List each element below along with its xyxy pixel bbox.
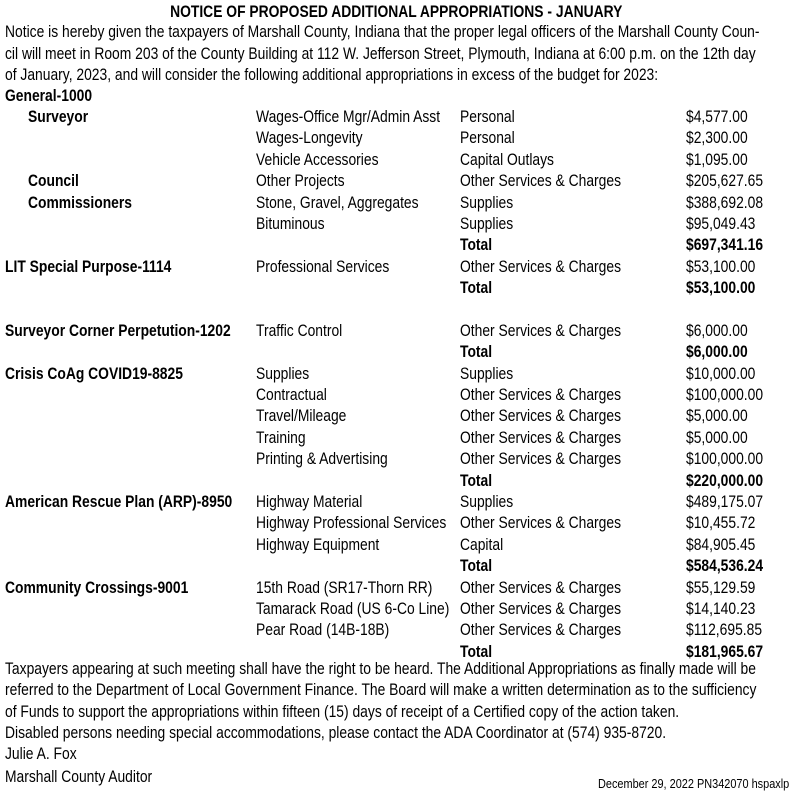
amount: $53,100.00 xyxy=(686,257,756,276)
classification: Other Services & Charges xyxy=(460,172,622,191)
table-row xyxy=(0,449,792,470)
amount: $10,000.00 xyxy=(686,364,756,383)
amount: $220,000.00 xyxy=(686,471,764,490)
table-row xyxy=(0,321,792,342)
notice-title: NOTICE OF PROPOSED ADDITIONAL APPROPRIATIONS - JANUARY xyxy=(169,3,623,21)
amount: $84,905.45 xyxy=(686,535,756,554)
classification: Total xyxy=(460,279,493,298)
total-row xyxy=(0,342,792,363)
fund-name: Community Crossings-9001 xyxy=(5,578,189,597)
fund-name: LIT Special Purpose-1114 xyxy=(5,257,172,276)
table-row xyxy=(0,257,792,278)
table-row xyxy=(0,150,792,171)
fund-name: Commissioners xyxy=(28,193,132,212)
amount: $181,965.67 xyxy=(686,642,764,661)
line-item: Traffic Control xyxy=(256,321,343,340)
classification: Total xyxy=(460,642,493,661)
table-row xyxy=(0,193,792,214)
classification: Personal xyxy=(460,108,515,126)
table-row xyxy=(0,214,792,235)
line-item: Tamarack Road (US 6-Co Line) xyxy=(256,599,450,618)
intro-line: cil will meet in Room 203 of the County Building at 112 W. Jefferson Street, Plymouth, Indiana at 6:00 p.m. on the 12th day xyxy=(5,44,756,63)
table-row xyxy=(0,107,792,128)
classification: Total xyxy=(460,343,493,362)
line-item: Contractual xyxy=(256,386,327,405)
amount: $388,692.08 xyxy=(686,193,764,212)
amount: $697,341.16 xyxy=(686,236,764,255)
intro-line: of January, 2023, and will consider the following additional appropriations in excess of the budget for 2023: xyxy=(5,66,659,84)
amount: $112,695.85 xyxy=(686,621,763,640)
line-item: Vehicle Accessories xyxy=(256,150,379,169)
table-row xyxy=(0,406,792,427)
classification: Other Services & Charges xyxy=(460,257,622,276)
line-item: Other Projects xyxy=(256,172,345,191)
classification: Total xyxy=(460,471,493,490)
spacer-row xyxy=(0,300,792,321)
table-row xyxy=(0,171,792,192)
publication-footer: December 29, 2022 PN342070 hspaxlp xyxy=(598,776,790,791)
closing-line: Disabled persons needing special accommodations, please contact the ADA Coordinator at (574) 935-8720. xyxy=(5,724,667,743)
amount: $53,100.00 xyxy=(686,279,756,298)
signer-name: Julie A. Fox xyxy=(5,745,77,763)
fund-name: Surveyor Corner Perpetution-1202 xyxy=(5,321,231,340)
classification: Capital Outlays xyxy=(460,150,554,169)
total-row xyxy=(0,471,792,492)
table-row xyxy=(0,492,792,513)
amount: $6,000.00 xyxy=(686,343,748,362)
line-item: Professional Services xyxy=(256,257,390,276)
line-item: Bituminous xyxy=(256,214,325,233)
amount: $10,455.72 xyxy=(686,514,756,533)
intro-paragraph xyxy=(5,22,792,87)
classification: Supplies xyxy=(460,493,514,512)
table-row xyxy=(0,364,792,385)
fund-name: Crisis CoAg COVID19-8825 xyxy=(5,364,183,383)
table-row xyxy=(0,385,792,406)
table-row xyxy=(0,620,792,641)
total-row xyxy=(0,235,792,256)
line-item: Highway Equipment xyxy=(256,535,380,554)
amount: $205,627.65 xyxy=(686,172,764,191)
closing-line: referred to the Department of Local Government Finance. The Board will make a written determination as to the sufficiency xyxy=(5,681,757,700)
amount: $5,000.00 xyxy=(686,407,748,426)
classification: Personal xyxy=(460,129,515,148)
table-row xyxy=(0,513,792,534)
amount: $489,175.07 xyxy=(686,493,764,512)
line-item: Training xyxy=(256,428,306,447)
line-item: Wages-Longevity xyxy=(256,129,363,148)
table-row xyxy=(0,428,792,449)
classification: Other Services & Charges xyxy=(460,321,622,340)
total-row xyxy=(0,278,792,299)
closing-paragraph xyxy=(5,659,792,745)
line-item: Stone, Gravel, Aggregates xyxy=(256,193,419,212)
table-row xyxy=(0,535,792,556)
line-item: Supplies xyxy=(256,364,310,383)
closing-line: of Funds to support the appropriations within fifteen (15) days of receipt of a Certified copy of the action taken. xyxy=(5,702,680,721)
amount: $584,536.24 xyxy=(686,557,764,576)
amount: $5,000.00 xyxy=(686,428,748,447)
closing-line: Taxpayers appearing at such meeting shall have the right to be heard. The Additional Appropriations as finally made will be xyxy=(5,660,756,678)
classification: Total xyxy=(460,236,493,255)
table-row xyxy=(0,128,792,149)
fund-name: Surveyor xyxy=(28,108,89,126)
classification: Other Services & Charges xyxy=(460,621,622,640)
classification: Other Services & Charges xyxy=(460,386,622,405)
general-fund-heading: General-1000 xyxy=(5,87,93,105)
table-row xyxy=(0,578,792,599)
amount: $6,000.00 xyxy=(686,321,748,340)
line-item: Pear Road (14B-18B) xyxy=(256,621,390,640)
classification: Capital xyxy=(460,535,504,554)
line-item: 15th Road (SR17-Thorn RR) xyxy=(256,578,433,597)
amount: $2,300.00 xyxy=(686,129,748,148)
classification: Supplies xyxy=(460,214,514,233)
amount: $55,129.59 xyxy=(686,578,756,597)
line-item: Highway Professional Services xyxy=(256,514,447,533)
line-item: Travel/Mileage xyxy=(256,407,347,426)
classification: Other Services & Charges xyxy=(460,578,622,597)
table-row xyxy=(0,599,792,620)
classification: Other Services & Charges xyxy=(460,599,622,618)
classification: Other Services & Charges xyxy=(460,407,622,426)
fund-name: Council xyxy=(28,172,79,191)
amount: $4,577.00 xyxy=(686,108,748,126)
fund-name: American Rescue Plan (ARP)-8950 xyxy=(5,493,233,512)
total-row xyxy=(0,556,792,577)
classification: Supplies xyxy=(460,364,514,383)
amount: $1,095.00 xyxy=(686,150,748,169)
classification: Other Services & Charges xyxy=(460,514,622,533)
amount: $100,000.00 xyxy=(686,386,764,405)
amount: $14,140.23 xyxy=(686,599,756,618)
classification: Other Services & Charges xyxy=(460,450,622,469)
appropriations-table xyxy=(0,107,792,663)
classification: Total xyxy=(460,557,493,576)
line-item: Printing & Advertising xyxy=(256,450,388,469)
classification: Supplies xyxy=(460,193,514,212)
line-item: Highway Material xyxy=(256,493,363,512)
line-item: Wages-Office Mgr/Admin Asst xyxy=(256,108,441,126)
classification: Other Services & Charges xyxy=(460,428,622,447)
amount: $95,049.43 xyxy=(686,214,756,233)
intro-line: Notice is hereby given the taxpayers of Marshall County, Indiana that the proper legal officers of the Marshall County Coun- xyxy=(5,23,760,41)
signer-title: Marshall County Auditor xyxy=(5,768,153,786)
amount: $100,000.00 xyxy=(686,450,764,469)
